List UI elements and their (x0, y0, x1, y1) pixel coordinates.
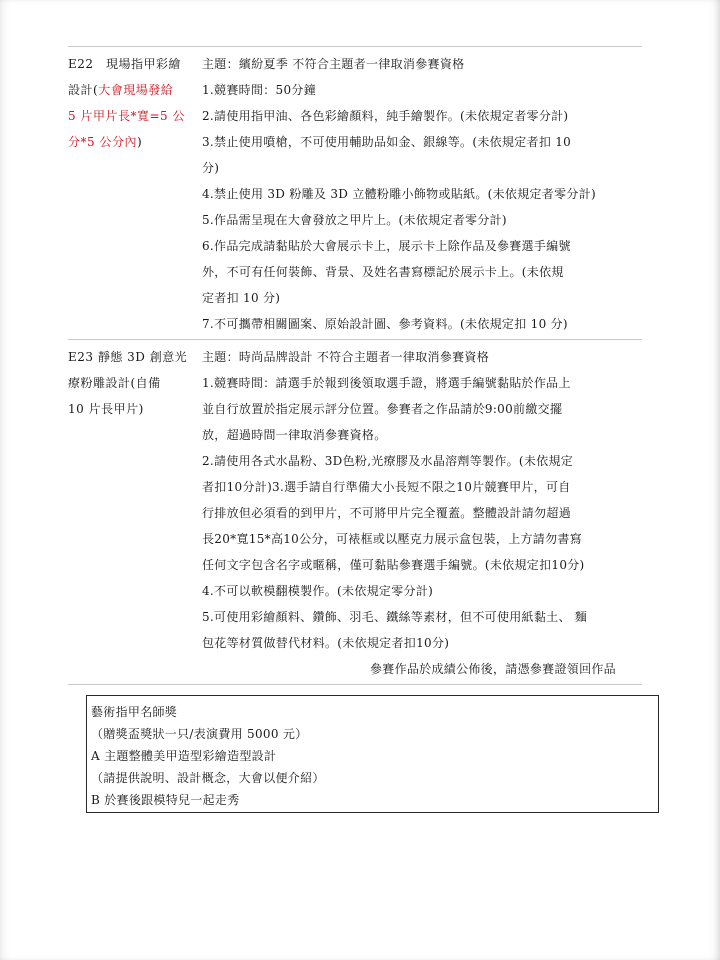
category-line (68, 77, 202, 103)
award-item-b: B 於賽後跟模特兒一起走秀 (91, 793, 240, 807)
rule-item: 定者扣 10 分) (202, 291, 281, 305)
category-cell-e23 (68, 344, 202, 682)
rule-item: 4.不可以軟模翻模製作。(未依規定零分計) (202, 584, 434, 598)
award-prize: （贈獎盃獎狀一只/表演費用 5000 元） (91, 727, 308, 741)
rule-item: 2.請使用各式水晶粉、3D色粉,光療膠及水晶溶劑等製作。(未依規定 (202, 454, 574, 468)
rule-item: 1.競賽時間：請選手於報到後領取選手證，將選手編號黏貼於作品上 (202, 376, 571, 390)
rule-item: 任何文字包含名字或暱稱，僅可黏貼參賽選手編號。(未依規定扣10分) (202, 558, 585, 572)
rule-item: 5.作品需呈現在大會發放之甲片上。(未依規定者零分計) (202, 213, 507, 227)
theme-line: 主題：繽紛夏季 不符合主題者一律取消參賽資格 (202, 57, 465, 71)
award-item-a-note: （請提供說明、設計概念，大會以便介紹） (91, 771, 325, 785)
category-line (68, 103, 202, 129)
detail-cell-e22 (202, 51, 642, 337)
rule-item: 外，不可有任何裝飾、背景、及姓名書寫標記於展示卡上。(未依規 (202, 265, 564, 279)
award-item-a: A 主題整體美甲造型彩繪造型設計 (91, 749, 277, 763)
rule-item: 者扣10分計)3.選手請自行準備大小長短不限之10片競賽甲片，可自 (202, 480, 571, 494)
rule-item: 行排放但必須看的到甲片，不可將甲片完全覆蓋。整體設計請勿超過 (202, 506, 572, 520)
category-highlight-text: 分*5 公分內 (68, 135, 137, 149)
rule-item: 包花等材質做替代材料。(未依規定者扣10分) (202, 636, 450, 650)
rule-item: 並自行放置於指定展示評分位置。參賽者之作品請於9:00前繳交擺 (202, 402, 563, 416)
category-text: ) (136, 135, 143, 149)
rule-item: 4.禁止使用 3D 粉雕及 3D 立體粉雕小飾物或貼紙。(未依規定者零分計) (202, 187, 596, 201)
rule-row-e23 (68, 340, 642, 685)
rule-item: 6.作品完成請黏貼於大會展示卡上，展示卡上除作品及參賽選手編號 (202, 239, 571, 253)
award-title: 藝術指甲名師獎 (91, 705, 178, 719)
rule-item: 7.不可攜帶相關圖案、原始設計圖、參考資料。(未依規定扣 10 分) (202, 317, 568, 331)
rule-item: 放，超過時間一律取消參賽資格。 (202, 428, 387, 442)
competition-rules-table (68, 46, 642, 685)
category-line: E23 靜態 3D 創意光 (68, 350, 188, 364)
rule-item: 3.禁止使用噴槍，不可使用輔助品如金、銀線等。(未依規定者扣 10 (202, 135, 572, 149)
category-line: 10 片長甲片) (68, 402, 144, 416)
closing-note: 參賽作品於成績公佈後，請憑參賽證領回作品 (369, 662, 616, 676)
rule-item: 1.競賽時間：50分鐘 (202, 83, 317, 97)
category-line (68, 129, 202, 155)
rule-item: 長20*寬15*高10公分，可裱框或以壓克力展示盒包裝，上方請勿書寫 (202, 532, 583, 546)
category-highlight-text: 5 片甲片長*寬=5 公 (68, 109, 185, 123)
category-line (68, 51, 202, 77)
category-text: E22 現場指甲彩繪 (68, 57, 182, 71)
detail-cell-e23 (202, 344, 642, 682)
category-highlight-text: 大會現場發給 (98, 83, 174, 97)
category-cell-e22 (68, 51, 202, 337)
rule-item: 分) (202, 161, 220, 175)
rule-item: 5.可使用彩繪顏料、鑽飾、羽毛、鐵絲等素材，但不可使用紙黏土、 麵 (202, 610, 588, 624)
theme-line: 主題：時尚品牌設計 不符合主題者一律取消參賽資格 (202, 350, 490, 364)
award-box (86, 695, 659, 813)
category-text: 設計( (68, 83, 99, 97)
rule-item: 2.請使用指甲油、各色彩繪顏料，純手繪製作。(未依規定者零分計) (202, 109, 569, 123)
category-line: 療粉雕設計(自備 (68, 376, 161, 390)
rule-row-e22 (68, 47, 642, 340)
